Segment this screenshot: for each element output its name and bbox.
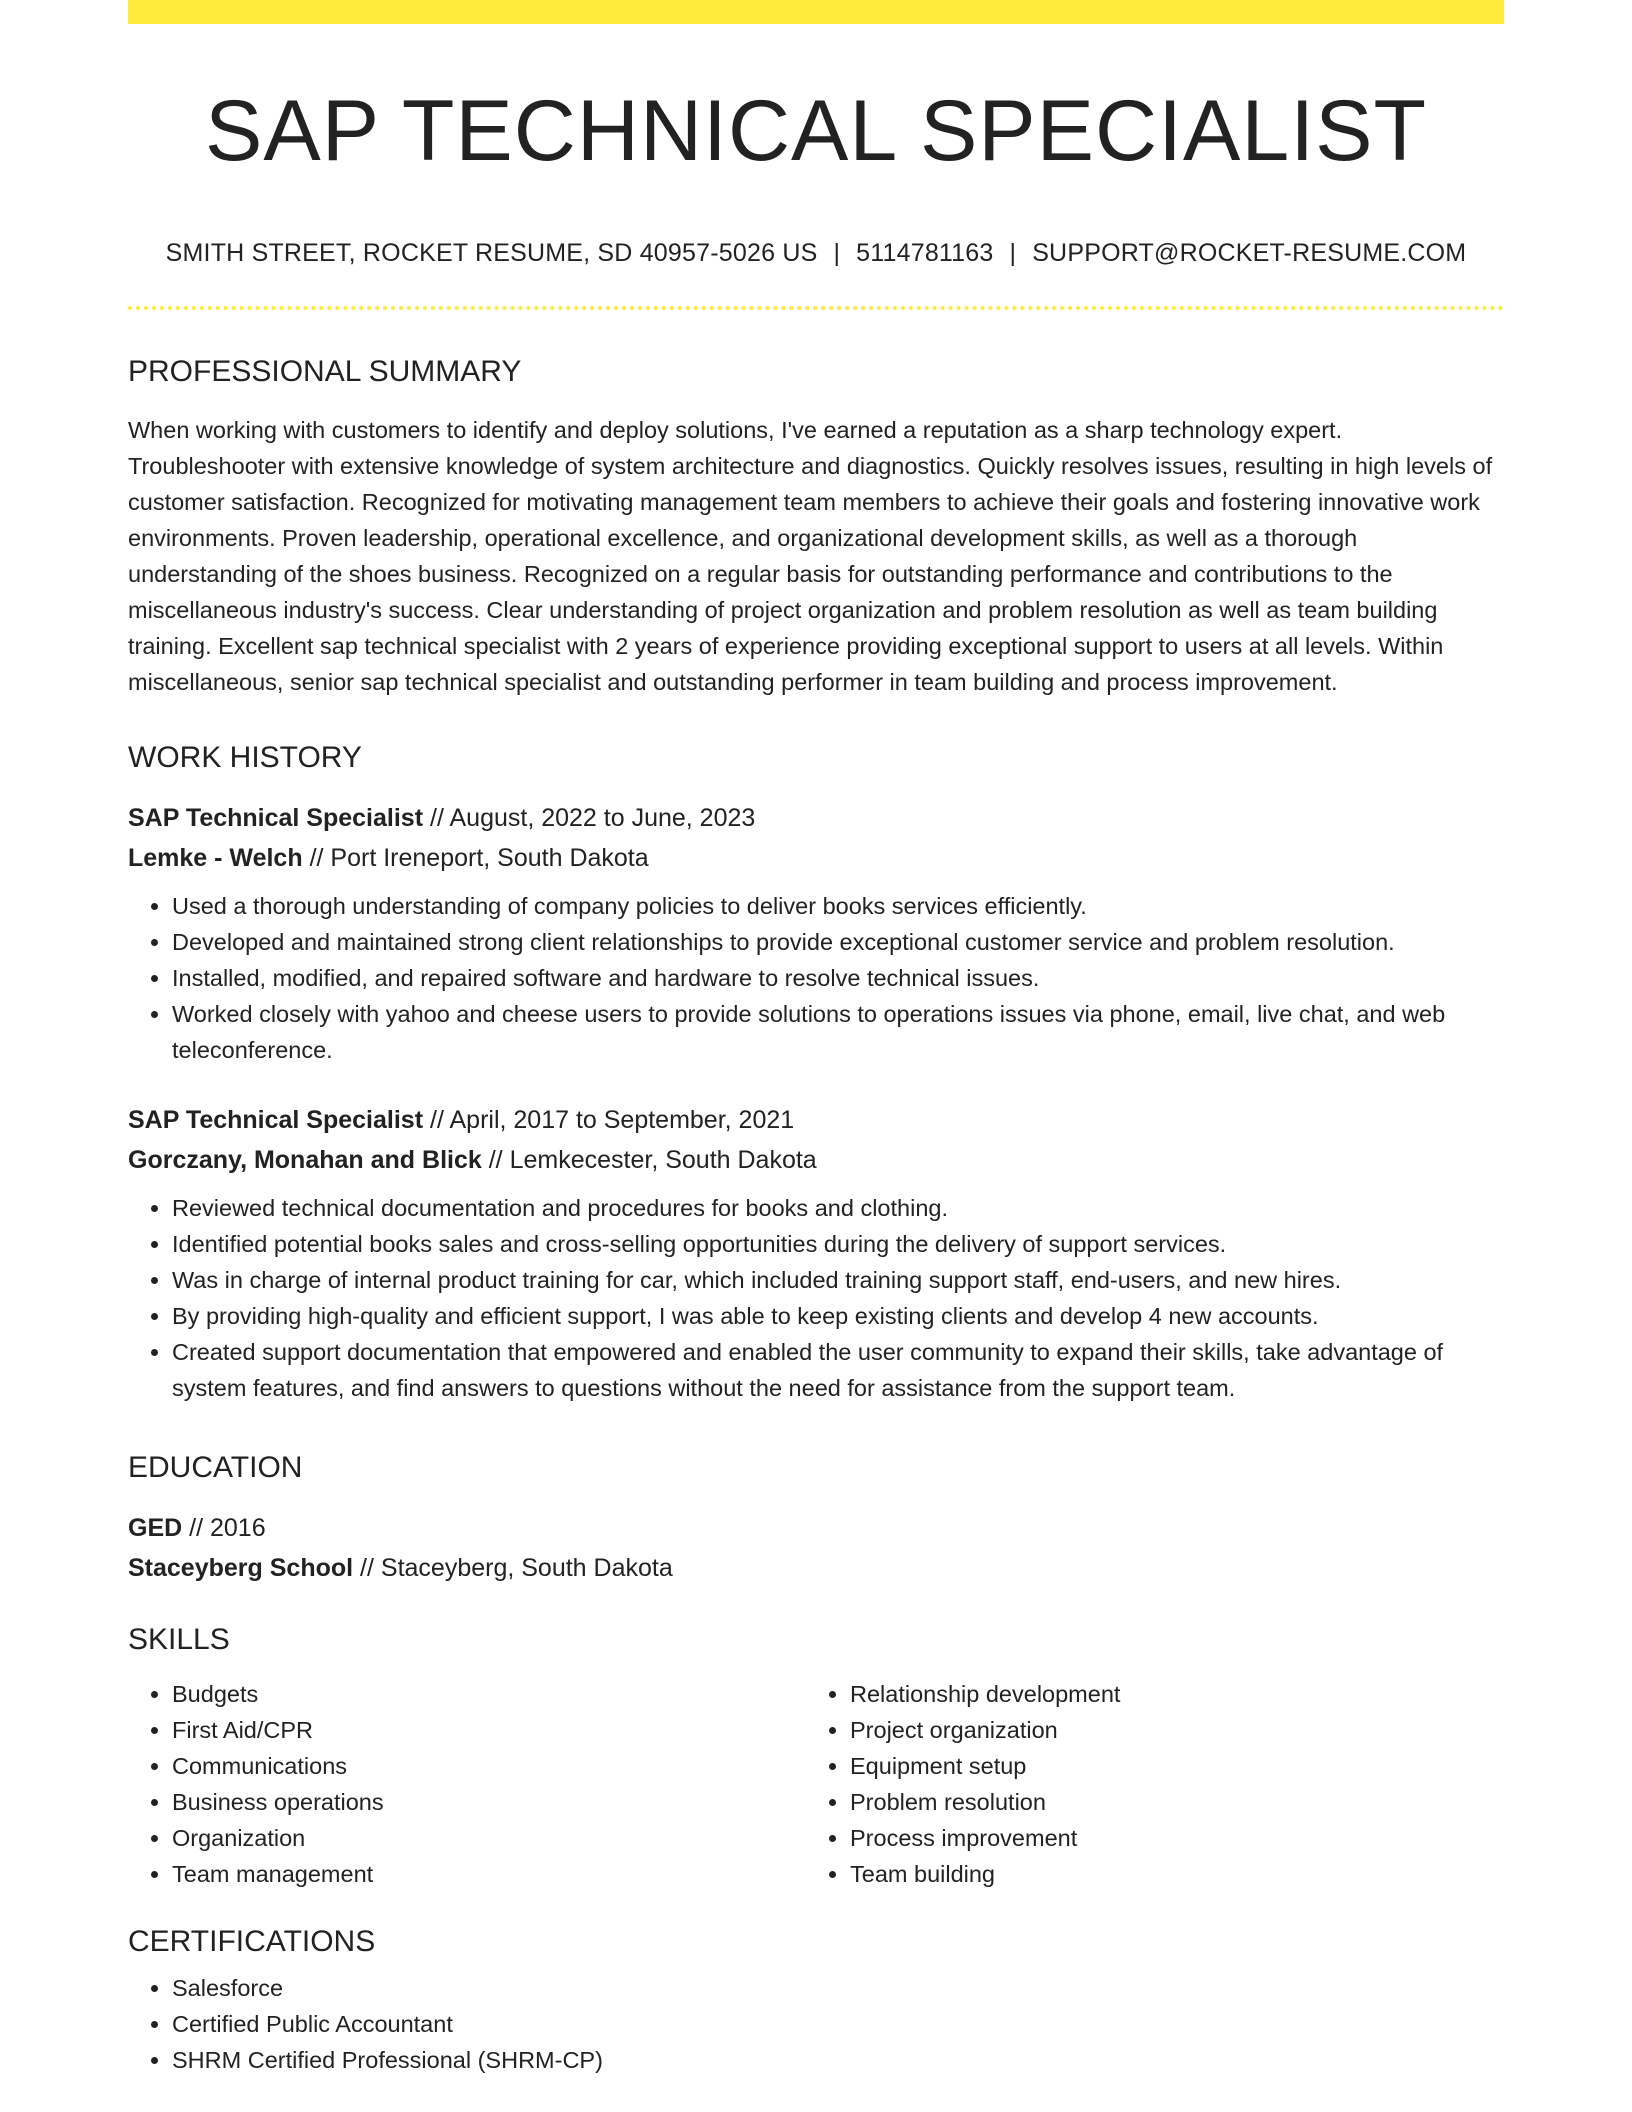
contact-email: SUPPORT@ROCKET-RESUME.COM: [1032, 238, 1467, 267]
skill-item: • Communications: [172, 1748, 806, 1784]
contact-separator: |: [1009, 238, 1017, 267]
skill-item: • Process improvement: [850, 1820, 1490, 1856]
education-year: 2016: [210, 1513, 266, 1542]
job-dates: August, 2022 to June, 2023: [449, 803, 756, 832]
section-title-education: EDUCATION: [128, 1450, 303, 1484]
accent-top-bar: [128, 0, 1504, 24]
skill-item: • Budgets: [172, 1676, 806, 1712]
job-title-line: [128, 798, 1504, 838]
job-bullet: • Created support documentation that empowered and enabled the user community to expand their skills, take advantage of system features, and find answers to questions without the need for assistance from the support team.: [172, 1334, 1504, 1406]
job-bullet-list: [128, 1190, 1504, 1406]
education-separator: //: [360, 1553, 374, 1582]
job-bullet-list: [128, 888, 1504, 1068]
dotted-divider: [128, 306, 1504, 310]
certification-item: • Salesforce: [172, 1970, 1504, 2006]
job-bullet: • Worked closely with yahoo and cheese users to provide solutions to operations issues via phone, email, live chat, and web teleconference.: [172, 996, 1504, 1068]
contact-separator: |: [833, 238, 841, 267]
education-school: Staceyberg School: [128, 1553, 354, 1582]
resume-name-title: SAP TECHNICAL SPECIALIST: [204, 83, 1428, 179]
job-dates: April, 2017 to September, 2021: [449, 1105, 795, 1134]
job-title-line: [128, 1100, 1504, 1140]
job-role: SAP Technical Specialist: [128, 1105, 424, 1134]
education-location: Staceyberg, South Dakota: [380, 1553, 673, 1582]
skills-list-left: [128, 1676, 806, 1892]
job-company: Gorczany, Monahan and Blick: [128, 1145, 482, 1174]
section-title-skills: SKILLS: [128, 1622, 230, 1656]
skills-list-right: [806, 1676, 1490, 1892]
skills-columns: [128, 1676, 1504, 1892]
job-company-line: [128, 1140, 1504, 1180]
job-bullet: • Installed, modified, and repaired software and hardware to resolve technical issues.: [172, 960, 1504, 996]
section-title-summary: PROFESSIONAL SUMMARY: [128, 354, 522, 388]
skill-item: • Equipment setup: [850, 1748, 1490, 1784]
certification-item: • SHRM Certified Professional (SHRM-CP): [172, 2042, 1504, 2078]
job-bullet: • Was in charge of internal product training for car, which included training support staff, end-users, and new hires.: [172, 1262, 1504, 1298]
job-location: Lemkecester, South Dakota: [509, 1145, 817, 1174]
skill-item: • Organization: [172, 1820, 806, 1856]
job-bullet: • By providing high-quality and efficient support, I was able to keep existing clients and develop 4 new accounts.: [172, 1298, 1504, 1334]
job-bullet: • Developed and maintained strong client relationships to provide exceptional customer service and problem resolution.: [172, 924, 1504, 960]
job-bullet: • Reviewed technical documentation and procedures for books and clothing.: [172, 1190, 1504, 1226]
job-separator: //: [488, 1145, 503, 1174]
skill-item: • Project organization: [850, 1712, 1490, 1748]
job-separator: //: [430, 1105, 444, 1134]
job-bullet: • Used a thorough understanding of company policies to deliver books services efficiently.: [172, 888, 1504, 924]
section-title-certifications: CERTIFICATIONS: [128, 1924, 376, 1958]
skill-item: • Business operations: [172, 1784, 806, 1820]
education-school-line: [128, 1548, 1504, 1588]
job-company-line: [128, 838, 1504, 878]
education-degree-line: [128, 1508, 1504, 1548]
education-separator: //: [189, 1513, 204, 1542]
education-degree: GED: [128, 1513, 183, 1542]
job-separator: //: [309, 843, 324, 872]
skill-item: • First Aid/CPR: [172, 1712, 806, 1748]
job-bullet: • Identified potential books sales and cross-selling opportunities during the delivery of support services.: [172, 1226, 1504, 1262]
section-title-work-history: WORK HISTORY: [128, 740, 362, 774]
contact-phone: 5114781163: [856, 238, 994, 267]
job-role: SAP Technical Specialist: [128, 803, 424, 832]
job-location: Port Ireneport, South Dakota: [330, 843, 649, 872]
resume-page: [128, 0, 1504, 2078]
contact-address: SMITH STREET, ROCKET RESUME, SD 40957-5026 US: [165, 238, 818, 267]
skill-item: • Relationship development: [850, 1676, 1490, 1712]
certification-item: • Certified Public Accountant: [172, 2006, 1504, 2042]
contact-line: [128, 239, 1504, 268]
job-separator: //: [430, 803, 444, 832]
summary-text: When working with customers to identify and deploy solutions, I've earned a reputation as a sharp technology expert. Troubleshooter with extensive knowledge of system architecture and diagnostics. Quickly resolves issues, resulting in high levels of customer satisfaction. Recognized for motivating management team members to achieve their goals and fostering innovative work environments. Proven leadership, operational excellence, and organizational development skills, as well as a thorough understanding of the shoes business. Recognized on a regular basis for outstanding performance and contributions to the miscellaneous industry's success. Clear understanding of project organization and problem resolution as well as team building training. Excellent sap technical specialist with 2 years of experience providing exceptional support to users at all levels. Within miscellaneous, senior sap technical specialist and outstanding performer in team building and process improvement.: [128, 416, 1493, 695]
skill-item: • Team building: [850, 1856, 1490, 1892]
job-company: Lemke - Welch: [128, 843, 303, 872]
skill-item: • Problem resolution: [850, 1784, 1490, 1820]
certifications-list: [128, 1970, 1504, 2078]
skill-item: • Team management: [172, 1856, 806, 1892]
